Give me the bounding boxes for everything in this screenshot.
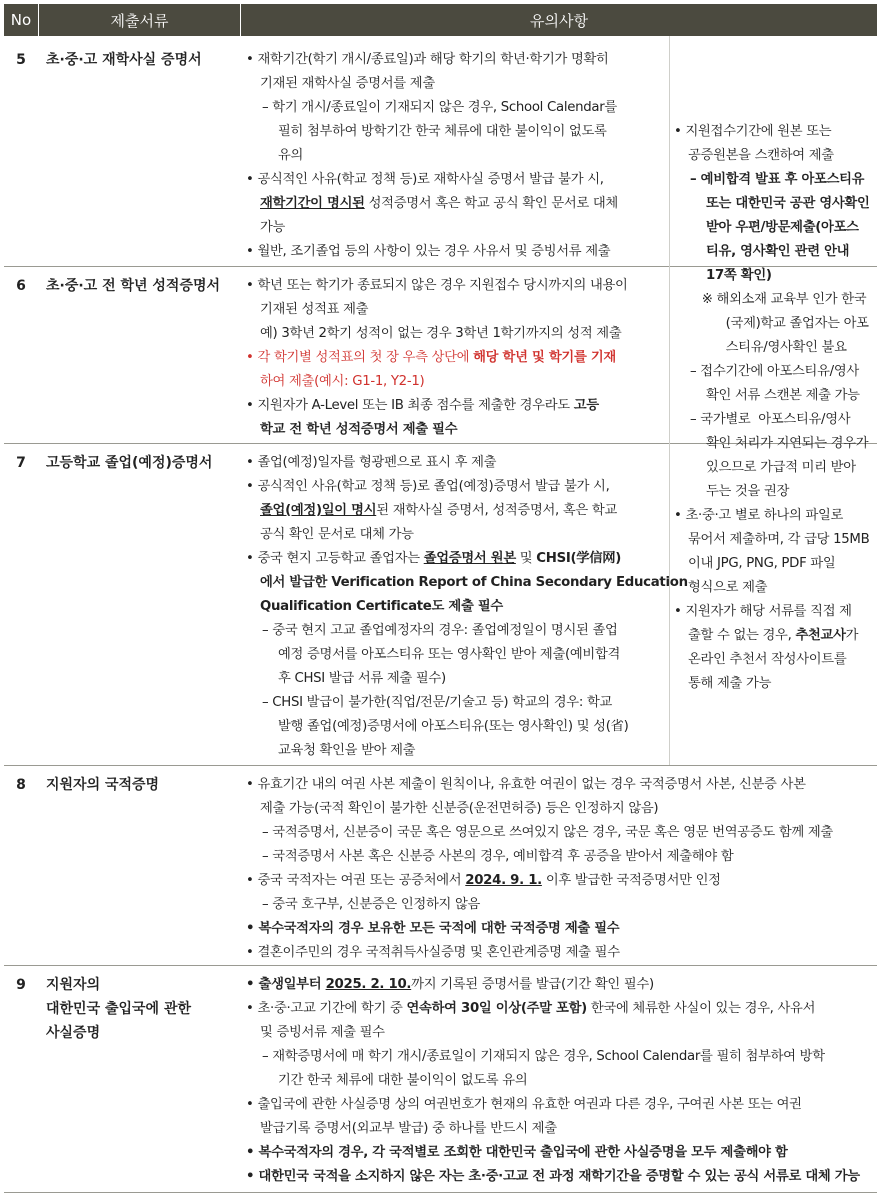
note-line: • 복수국적자의 경우 보유한 모든 국적에 대한 국적증명 제출 필수 bbox=[246, 921, 620, 936]
row-divider bbox=[4, 765, 877, 766]
note-line: • 공식적인 사유(학교 정책 등)로 졸업(예정)증명서 발급 불가 시, bbox=[246, 479, 610, 494]
notes-cell bbox=[246, 274, 666, 442]
note-line: 재학기간이 명시된 성적증명서 혹은 학교 공식 확인 문서로 대체 bbox=[260, 196, 618, 211]
note-line: 예정 증명서를 아포스티유 또는 영사확인 받아 제출(예비합격 bbox=[278, 647, 621, 662]
header-document: 제출서류 bbox=[39, 4, 240, 36]
common-note-line: 공증원본을 스캔하여 제출 bbox=[688, 148, 834, 163]
document-title: 초·중·고 전 학년 성적증명서 bbox=[46, 278, 221, 294]
notes-cell bbox=[246, 973, 876, 1189]
common-note-line: 확인 처리가 지연되는 경우가 bbox=[706, 436, 869, 451]
note-line: 발급기록 증명서(외교부 발급) 중 하나를 반드시 제출 bbox=[260, 1121, 557, 1136]
note-line: • 학년 또는 학기가 종료되지 않은 경우 지원접수 당시까지의 내용이 bbox=[246, 278, 628, 293]
row-number: 6 bbox=[16, 278, 26, 294]
common-note-line: • 초·중·고 별로 하나의 파일로 bbox=[674, 508, 844, 523]
common-note-line: – 국가별로 아포스티유/영사 bbox=[690, 412, 851, 427]
note-line: 하여 제출(예시: G1-1, Y2-1) bbox=[260, 374, 425, 389]
note-line: Qualification Certificate도 제출 필수 bbox=[260, 599, 503, 614]
note-line: 에서 발급한 Verification Report of China Secondary Education bbox=[260, 575, 688, 590]
row-number: 9 bbox=[16, 977, 26, 993]
common-note-line: 온라인 추천서 작성사이트를 bbox=[688, 652, 847, 667]
notes-cell bbox=[246, 48, 666, 264]
note-line: 제출 가능(국적 확인이 불가한 신분증(운전면허증) 등은 인정하지 않음) bbox=[260, 801, 659, 816]
note-line: • 출생일부터 2025. 2. 10.까지 기록된 증명서를 발급(기간 확인 필수) bbox=[246, 977, 654, 992]
common-note-line: 두는 것을 권장 bbox=[706, 484, 790, 499]
common-note-line: 형식으로 제출 bbox=[688, 580, 768, 595]
note-line: 유의 bbox=[278, 148, 304, 163]
note-line: • 공식적인 사유(학교 정책 등)로 재학사실 증명서 발급 불가 시, bbox=[246, 172, 604, 187]
note-line: 가능 bbox=[260, 220, 286, 235]
common-note-line: 통해 제출 가능 bbox=[688, 676, 772, 691]
note-line: – 학기 개시/종료일이 기재되지 않은 경우, School Calendar를 bbox=[262, 100, 617, 115]
note-line: 기재된 재학사실 증명서를 제출 bbox=[260, 76, 435, 91]
common-note-line: 받아 우편/방문제출(아포스 bbox=[706, 220, 859, 235]
common-note-line: – 접수기간에 아포스티유/영사 bbox=[690, 364, 859, 379]
row-number: 7 bbox=[16, 455, 26, 471]
note-line: 졸업(예정)일이 명시된 재학사실 증명서, 성적증명서, 혹은 학교 bbox=[260, 503, 617, 518]
common-note-line: 있으므로 가급적 미리 받아 bbox=[706, 460, 856, 475]
row-divider bbox=[4, 965, 877, 966]
row-number: 5 bbox=[16, 52, 26, 68]
common-note-line: 이내 JPG, PNG, PDF 파일 bbox=[688, 556, 836, 571]
note-line: 교육청 확인을 받아 제출 bbox=[278, 743, 416, 758]
document-title: 지원자의 대한민국 출입국에 관한 사실증명 bbox=[46, 977, 191, 1041]
common-note-line: 출할 수 없는 경우, 추천교사가 bbox=[688, 628, 859, 643]
row-number: 8 bbox=[16, 777, 26, 793]
document-title: 지원자의 국적증명 bbox=[46, 777, 160, 793]
common-note-line: 티유, 영사확인 관련 안내 bbox=[706, 244, 850, 259]
common-note-line: • 지원접수기간에 원본 또는 bbox=[674, 124, 832, 139]
note-line: • 지원자가 A-Level 또는 IB 최종 점수를 제출한 경우라도 고등 bbox=[246, 398, 599, 413]
note-line: 기재된 성적표 제출 bbox=[260, 302, 369, 317]
note-line: 필히 첨부하여 방학기간 한국 체류에 대한 불이익이 없도록 bbox=[278, 124, 607, 139]
note-line: 예) 3학년 2학기 성적이 없는 경우 3학년 1학기까지의 성적 제출 bbox=[260, 326, 622, 341]
note-line: • 초·중·고교 기간에 학기 중 연속하여 30일 이상(주말 포함) 한국에 체류한 사실이 있는 경우, 사유서 bbox=[246, 1001, 816, 1016]
common-notes bbox=[674, 120, 879, 696]
note-line: • 중국 국적자는 여권 또는 공증처에서 2024. 9. 1. 이후 발급한 국적증명서만 인정 bbox=[246, 873, 721, 888]
note-line: – 재학증명서에 매 학기 개시/종료일이 기재되지 않은 경우, School Calendar를 필히 첨부하여 방학 bbox=[262, 1049, 825, 1064]
notes-cell bbox=[246, 773, 876, 965]
note-line: • 유효기간 내의 여권 사본 제출이 원칙이나, 유효한 여권이 없는 경우 국적증명서 사본, 신분증 사본 bbox=[246, 777, 806, 792]
common-note-line: 스티유/영사확인 불요 bbox=[706, 340, 847, 355]
note-line: 공식 확인 문서로 대체 가능 bbox=[260, 527, 414, 542]
common-note-line: • 지원자가 해당 서류를 직접 제 bbox=[674, 604, 852, 619]
note-line: • 복수국적자의 경우, 각 국적별로 조회한 대한민국 출입국에 관한 사실증명을 모두 제출해야 함 bbox=[246, 1145, 788, 1160]
note-line: – 중국 호구부, 신분증은 인정하지 않음 bbox=[262, 897, 481, 912]
note-line: • 대한민국 국적을 소지하지 않은 자는 초·중·고교 전 과정 재학기간을 증명할 수 있는 공식 서류로 대체 가능 bbox=[246, 1169, 860, 1184]
note-line: – CHSI 발급이 불가한(직업/전문/기술고 등) 학교의 경우: 학교 bbox=[262, 695, 613, 710]
note-line: – 국적증명서 사본 혹은 신분증 사본의 경우, 예비합격 후 공증을 받아서 제출해야 함 bbox=[262, 849, 734, 864]
common-note-line: ※ 해외소재 교육부 인가 한국 bbox=[690, 292, 867, 307]
header-no: No bbox=[4, 4, 38, 36]
note-line: 학교 전 학년 성적증명서 제출 필수 bbox=[260, 422, 458, 437]
common-note-line: 또는 대한민국 공관 영사확인 bbox=[706, 196, 870, 211]
note-line: – 중국 현지 고교 졸업예정자의 경우: 졸업예정일이 명시된 졸업 bbox=[262, 623, 618, 638]
document-title: 고등학교 졸업(예정)증명서 bbox=[46, 455, 213, 471]
note-line: 후 CHSI 발급 서류 제출 필수) bbox=[278, 671, 446, 686]
column-divider bbox=[669, 36, 670, 765]
document-title: 초·중·고 재학사실 증명서 bbox=[46, 52, 202, 68]
notes-cell bbox=[246, 451, 688, 763]
note-line: • 각 학기별 성적표의 첫 장 우측 상단에 해당 학년 및 학기를 기재 bbox=[246, 350, 616, 365]
common-note-line: (국제)학교 졸업자는 아포 bbox=[706, 316, 869, 331]
note-line: • 월반, 조기졸업 등의 사항이 있는 경우 사유서 및 증빙서류 제출 bbox=[246, 244, 611, 259]
note-line: • 중국 현지 고등학교 졸업자는 졸업증명서 원본 및 CHSI(学信网) bbox=[246, 551, 622, 566]
note-line: • 졸업(예정)일자를 형광펜으로 표시 후 제출 bbox=[246, 455, 497, 470]
header-notes: 유의사항 bbox=[241, 4, 877, 36]
row-divider bbox=[4, 1192, 877, 1193]
common-note-line: 확인 서류 스캔본 제출 가능 bbox=[706, 388, 860, 403]
common-note-line: 묶어서 제출하며, 각 급당 15MB bbox=[688, 532, 870, 547]
common-note-line: 17쪽 확인) bbox=[706, 268, 772, 283]
note-line: • 재학기간(학기 개시/종료일)과 해당 학기의 학년·학기가 명확히 bbox=[246, 52, 609, 67]
note-line: 발행 졸업(예정)증명서에 아포스티유(또는 영사확인) 및 성(省) bbox=[278, 719, 629, 734]
note-line: • 결혼이주민의 경우 국적취득사실증명 및 혼인관계증명 제출 필수 bbox=[246, 945, 620, 960]
note-line: 및 증빙서류 제출 필수 bbox=[260, 1025, 385, 1040]
common-note-line: – 예비합격 발표 후 아포스티유 bbox=[690, 172, 865, 187]
note-line: • 출입국에 관한 사실증명 상의 여권번호가 현재의 유효한 여권과 다른 경우, 구여권 사본 또는 여권 bbox=[246, 1097, 802, 1112]
note-line: 기간 한국 체류에 대한 불이익이 없도록 유의 bbox=[278, 1073, 528, 1088]
note-line: – 국적증명서, 신분증이 국문 혹은 영문으로 쓰여있지 않은 경우, 국문 혹은 영문 번역공증도 함께 제출 bbox=[262, 825, 833, 840]
